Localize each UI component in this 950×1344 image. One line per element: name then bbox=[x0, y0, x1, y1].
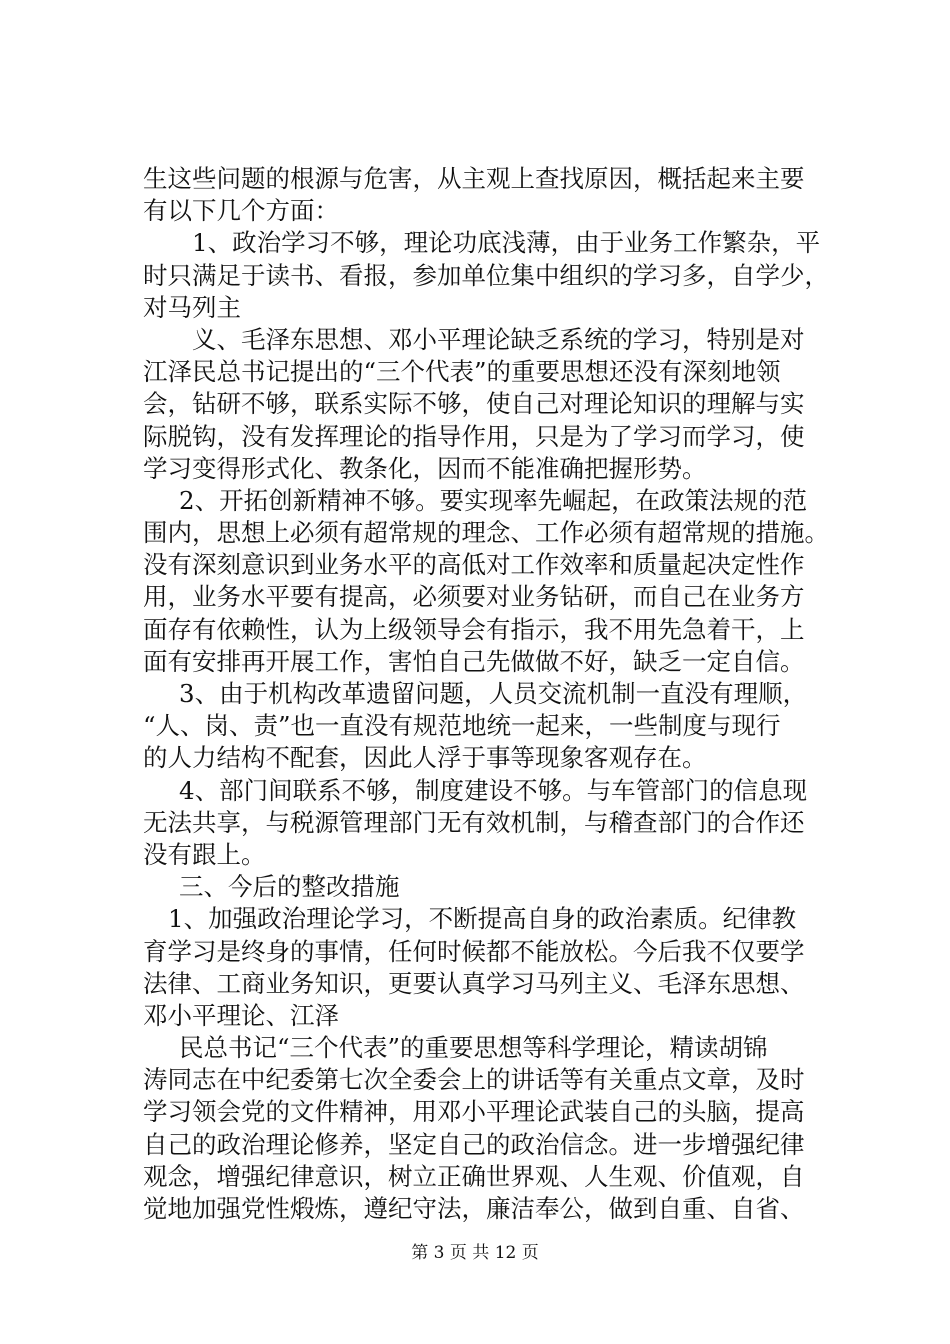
text-line: 无法共享，与税源管理部门无有效机制，与稽查部门的合作还 bbox=[143, 807, 805, 837]
page-number-footer: 第 3 页 共 12 页 bbox=[411, 1243, 539, 1263]
text-line: 邓小平理论、江泽 bbox=[143, 1000, 339, 1030]
text-line: 1、政治学习不够，理论功底浅薄，由于业务工作繁杂，平 bbox=[192, 228, 821, 258]
text-line: 有以下几个方面： bbox=[143, 196, 339, 226]
text-line: 义、毛泽东思想、邓小平理论缺乏系统的学习，特别是对 bbox=[192, 324, 805, 354]
text-line: 4、部门间联系不够，制度建设不够。与车管部门的信息现 bbox=[179, 775, 808, 805]
text-line: 对马列主 bbox=[143, 292, 241, 322]
text-line: 2、开拓创新精神不够。要实现率先崛起，在政策法规的范 bbox=[179, 485, 808, 515]
text-line: 学习变得形式化、教条化，因而不能准确把握形势。 bbox=[143, 453, 707, 483]
section-heading: 三、今后的整改措施 bbox=[179, 872, 400, 902]
text-line: 的人力结构不配套，因此人浮于事等现象客观存在。 bbox=[143, 743, 707, 773]
text-line: 涛同志在中纪委第七次全委会上的讲话等有关重点文章，及时 bbox=[143, 1065, 805, 1095]
text-line: 围内，思想上必须有超常规的理念、工作必须有超常规的措施。 bbox=[143, 518, 829, 548]
text-line: 用，业务水平要有提高，必须要对业务钻研，而自己在业务方 bbox=[143, 582, 805, 612]
text-line: 面有安排再开展工作，害怕自己先做做不好，缺乏一定自信。 bbox=[143, 646, 805, 676]
text-line: 育学习是终身的事情，任何时候都不能放松。今后我不仅要学 bbox=[143, 936, 805, 966]
text-line: 没有深刻意识到业务水平的高低对工作效率和质量起决定性作 bbox=[143, 550, 805, 580]
text-line: 1、加强政治理论学习，不断提高自身的政治素质。纪律教 bbox=[168, 904, 797, 934]
text-line: 觉地加强党性煅炼，遵纪守法，廉洁奉公，做到自重、自省、 bbox=[143, 1194, 805, 1223]
text-line: 法律、工商业务知识，更要认真学习马列主义、毛泽东思想、 bbox=[143, 968, 805, 998]
body-text bbox=[143, 163, 833, 1225]
text-line: 观念，增强纪律意识，树立正确世界观、人生观、价值观，自 bbox=[143, 1161, 805, 1191]
text-line: 际脱钩，没有发挥理论的指导作用，只是为了学习而学习，使 bbox=[143, 421, 805, 451]
text-line: 江泽民总书记提出的“三个代表”的重要思想还没有深刻地领 bbox=[143, 357, 781, 387]
text-line: 民总书记“三个代表”的重要思想等科学理论，精读胡锦 bbox=[179, 1033, 768, 1063]
text-line: 会，钻研不够，联系实际不够，使自己对理论知识的理解与实 bbox=[143, 389, 805, 419]
text-line: 面存有依赖性，认为上级领导会有指示，我不用先急着干，上 bbox=[143, 614, 805, 644]
text-line: 时只满足于读书、看报，参加单位集中组织的学习多，自学少， bbox=[143, 260, 829, 290]
text-line: 学习领会党的文件精神，用邓小平理论武装自己的头脑，提高 bbox=[143, 1097, 805, 1127]
text-line: 自己的政治理论修养，坚定自己的政治信念。进一步增强纪律 bbox=[143, 1129, 805, 1159]
text-line: 没有跟上。 bbox=[143, 839, 266, 869]
text-line: 生这些问题的根源与危害，从主观上查找原因，概括起来主要 bbox=[143, 164, 805, 193]
text-line: “人、岗、责”也一直没有规范地统一起来，一些制度与现行 bbox=[143, 711, 781, 741]
text-line: 3、由于机构改革遗留问题，人员交流机制一直没有理顺， bbox=[179, 679, 808, 708]
